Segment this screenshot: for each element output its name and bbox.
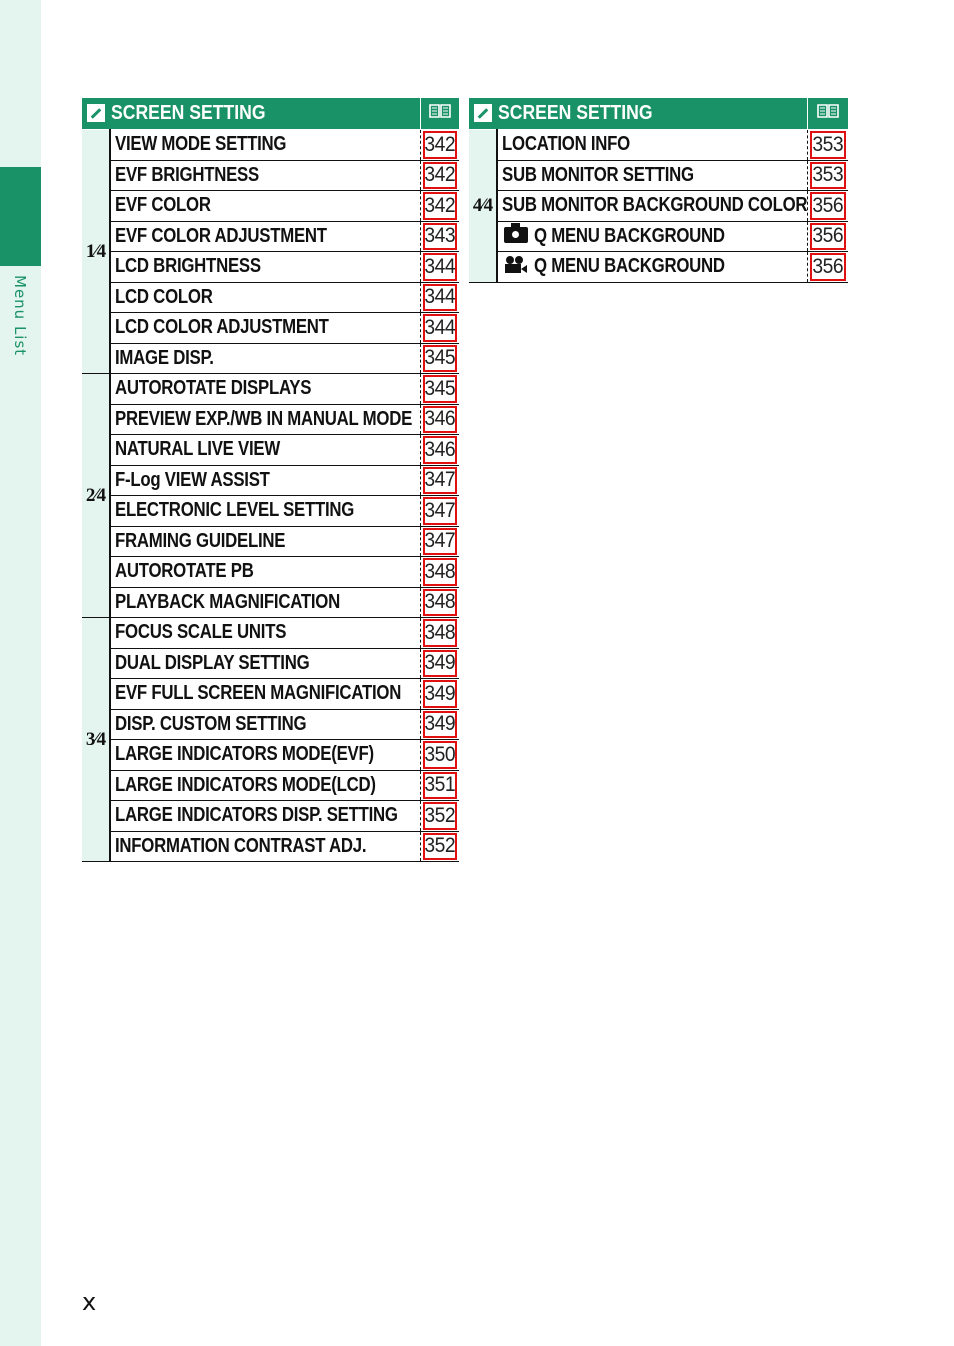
camera-icon <box>504 227 528 243</box>
menu-item-name[interactable] <box>497 221 807 252</box>
menu-row[interactable] <box>469 160 848 191</box>
page-number-link[interactable]: 347 <box>424 529 456 553</box>
menu-item-name[interactable] <box>110 313 420 344</box>
section-title: SCREEN SETTING <box>498 102 653 124</box>
page-link[interactable] <box>420 252 459 283</box>
sidebar-label: Menu List <box>11 275 29 357</box>
menu-item-label[interactable]: NATURAL LIVE VIEW <box>115 438 280 461</box>
menu-row[interactable] <box>82 465 459 496</box>
menu-row[interactable] <box>82 801 459 832</box>
page-number-link[interactable]: 347 <box>424 468 456 492</box>
menu-row[interactable] <box>82 343 459 374</box>
page-link[interactable] <box>420 282 459 313</box>
menu-row[interactable] <box>82 709 459 740</box>
menu-item-label[interactable]: Q MENU BACKGROUND <box>534 255 725 278</box>
page-link[interactable] <box>420 740 459 771</box>
menu-item-name[interactable] <box>110 160 420 191</box>
page-link[interactable] <box>420 709 459 740</box>
page-link[interactable] <box>420 831 459 862</box>
menu-row[interactable] <box>469 130 848 161</box>
menu-row[interactable] <box>82 679 459 710</box>
menu-row[interactable] <box>82 191 459 222</box>
menu-item-name[interactable] <box>110 587 420 618</box>
menu-row[interactable] <box>82 252 459 283</box>
page-number-link[interactable]: 352 <box>424 834 456 858</box>
menu-row[interactable] <box>82 557 459 588</box>
wrench-icon <box>87 104 105 122</box>
menu-row[interactable] <box>82 374 459 405</box>
menu-row[interactable] <box>469 252 848 283</box>
menu-item-name[interactable] <box>110 404 420 435</box>
page-number-link[interactable]: 352 <box>424 803 456 827</box>
submenu-page-label: 1⁄4 <box>82 130 110 374</box>
menu-row[interactable] <box>82 618 459 649</box>
menu-item-label[interactable]: ELECTRONIC LEVEL SETTING <box>115 499 355 522</box>
page-link[interactable] <box>420 160 459 191</box>
submenu-page-label: 4⁄4 <box>469 130 497 283</box>
page-link[interactable] <box>420 404 459 435</box>
wrench-icon <box>474 104 492 122</box>
menu-item-label[interactable]: EVF BRIGHTNESS <box>115 163 259 186</box>
menu-item-name[interactable] <box>110 557 420 588</box>
menu-row[interactable] <box>82 130 459 161</box>
page-number-link[interactable]: 348 <box>424 620 456 644</box>
page-number-link[interactable]: 349 <box>424 651 456 675</box>
book-icon <box>428 103 452 119</box>
page-reference-header <box>420 98 459 130</box>
menu-item-name[interactable] <box>110 679 420 710</box>
page-link[interactable] <box>807 252 848 283</box>
menu-item-name[interactable] <box>110 221 420 252</box>
page-link[interactable] <box>807 191 848 222</box>
submenu-page-label: 3⁄4 <box>82 618 110 862</box>
menu-item-label[interactable]: IMAGE DISP. <box>115 346 214 369</box>
page-link[interactable] <box>420 526 459 557</box>
page-number-link[interactable]: 345 <box>424 346 456 370</box>
table-header <box>82 98 459 130</box>
menu-item-label[interactable]: SUB MONITOR SETTING <box>502 163 694 186</box>
menu-item-name[interactable] <box>110 770 420 801</box>
page-number-link[interactable]: 353 <box>812 132 844 156</box>
menu-row[interactable] <box>82 221 459 252</box>
page-link[interactable] <box>420 191 459 222</box>
menu-item-label[interactable]: PREVIEW EXP./WB IN MANUAL MODE <box>115 407 413 430</box>
menu-item-label[interactable]: EVF FULL SCREEN MAGNIFICATION <box>115 682 402 705</box>
section-title: SCREEN SETTING <box>111 102 266 124</box>
menu-row[interactable] <box>82 313 459 344</box>
page-link[interactable] <box>420 221 459 252</box>
menu-item-name[interactable] <box>110 191 420 222</box>
page-number-link[interactable]: 342 <box>424 132 456 156</box>
page-number-link[interactable]: 356 <box>812 254 844 278</box>
right-menu-table <box>469 98 848 283</box>
table-header <box>469 98 848 130</box>
page-link[interactable] <box>807 130 848 161</box>
page-number-link[interactable]: 345 <box>424 376 456 400</box>
menu-item-name[interactable] <box>110 374 420 405</box>
left-menu-table <box>82 98 459 862</box>
menu-item-label[interactable]: PLAYBACK MAGNIFICATION <box>115 590 340 613</box>
page-number-link[interactable]: 351 <box>424 773 456 797</box>
menu-item-name[interactable] <box>110 252 420 283</box>
menu-item-name[interactable] <box>110 343 420 374</box>
menu-row[interactable] <box>82 831 459 862</box>
page-link[interactable] <box>420 648 459 679</box>
page-number-link[interactable]: 356 <box>812 224 844 248</box>
page-link[interactable] <box>807 221 848 252</box>
page-number-link[interactable]: 353 <box>812 163 844 187</box>
page-number-link[interactable]: 347 <box>424 498 456 522</box>
menu-item-label[interactable]: DISP. CUSTOM SETTING <box>115 712 307 735</box>
page-link[interactable] <box>420 313 459 344</box>
menu-item-label[interactable]: AUTOROTATE PB <box>115 560 254 583</box>
menu-item-label[interactable]: Q MENU BACKGROUND <box>534 224 725 247</box>
menu-row[interactable] <box>82 770 459 801</box>
menu-item-name[interactable] <box>497 191 807 222</box>
menu-item-label[interactable]: EVF COLOR <box>115 194 211 217</box>
page-number-link[interactable]: 349 <box>424 681 456 705</box>
book-icon <box>816 103 840 119</box>
menu-item-label[interactable]: LCD COLOR ADJUSTMENT <box>115 316 329 339</box>
menu-item-label[interactable]: FOCUS SCALE UNITS <box>115 621 287 644</box>
menu-row[interactable] <box>469 221 848 252</box>
menu-row[interactable] <box>82 587 459 618</box>
menu-row[interactable] <box>82 404 459 435</box>
menu-item-name[interactable] <box>497 130 807 161</box>
menu-item-label[interactable]: F-Log VIEW ASSIST <box>115 468 270 491</box>
page-link[interactable] <box>420 435 459 466</box>
menu-row[interactable] <box>82 648 459 679</box>
page-number-link[interactable]: 349 <box>424 712 456 736</box>
menu-item-name[interactable] <box>110 496 420 527</box>
menu-item-label[interactable]: LARGE INDICATORS DISP. SETTING <box>115 804 398 827</box>
page-reference-header <box>807 98 848 130</box>
page-link[interactable] <box>420 130 459 161</box>
page-number: x <box>82 1288 97 1316</box>
page-link[interactable] <box>807 160 848 191</box>
menu-item-name[interactable] <box>110 740 420 771</box>
page-number-link[interactable]: 343 <box>424 224 456 248</box>
menu-item-label[interactable]: INFORMATION CONTRAST ADJ. <box>115 834 367 857</box>
menu-row[interactable] <box>82 435 459 466</box>
page-number-link[interactable]: 342 <box>424 193 456 217</box>
page-number-link[interactable]: 344 <box>424 315 456 339</box>
menu-item-label[interactable]: LARGE INDICATORS MODE(LCD) <box>115 773 376 796</box>
page-link[interactable] <box>420 465 459 496</box>
menu-item-label[interactable]: VIEW MODE SETTING <box>115 133 287 156</box>
menu-item-label[interactable]: LOCATION INFO <box>502 133 631 156</box>
page-number-link[interactable]: 348 <box>424 559 456 583</box>
menu-item-name[interactable] <box>110 801 420 832</box>
page-link[interactable] <box>420 679 459 710</box>
menu-item-label[interactable]: FRAMING GUIDELINE <box>115 529 286 552</box>
menu-item-label[interactable]: AUTOROTATE DISPLAYS <box>115 377 312 400</box>
menu-row[interactable] <box>82 496 459 527</box>
table-header-title <box>82 98 420 130</box>
menu-item-name[interactable] <box>110 465 420 496</box>
page-number-link[interactable]: 348 <box>424 590 456 614</box>
page-number-link[interactable]: 350 <box>424 742 456 766</box>
page-number-link[interactable]: 356 <box>812 193 844 217</box>
page-link[interactable] <box>420 801 459 832</box>
submenu-page-label: 2⁄4 <box>82 374 110 618</box>
menu-row[interactable] <box>469 191 848 222</box>
menu-row[interactable] <box>82 740 459 771</box>
page-number-link[interactable]: 344 <box>424 254 456 278</box>
page-number-link[interactable]: 346 <box>424 437 456 461</box>
video-camera-icon <box>504 256 528 274</box>
page-number-link[interactable]: 342 <box>424 163 456 187</box>
menu-item-name[interactable] <box>110 130 420 161</box>
menu-item-label[interactable]: LCD BRIGHTNESS <box>115 255 261 278</box>
menu-item-label[interactable]: EVF COLOR ADJUSTMENT <box>115 224 327 247</box>
menu-item-name[interactable] <box>110 618 420 649</box>
page-link[interactable] <box>420 557 459 588</box>
page-link[interactable] <box>420 587 459 618</box>
menu-row[interactable] <box>82 160 459 191</box>
menu-item-name[interactable] <box>110 435 420 466</box>
menu-item-label[interactable]: DUAL DISPLAY SETTING <box>115 651 310 674</box>
menu-item-name[interactable] <box>497 252 807 283</box>
menu-item-label[interactable]: LARGE INDICATORS MODE(EVF) <box>115 743 374 766</box>
menu-item-name[interactable] <box>110 709 420 740</box>
page-link[interactable] <box>420 496 459 527</box>
page-link[interactable] <box>420 374 459 405</box>
page-link[interactable] <box>420 618 459 649</box>
page-number-link[interactable]: 346 <box>424 407 456 431</box>
menu-item-label[interactable]: SUB MONITOR BACKGROUND COLOR <box>502 194 808 217</box>
menu-item-name[interactable] <box>497 160 807 191</box>
page-number-link[interactable]: 344 <box>424 285 456 309</box>
page-link[interactable] <box>420 343 459 374</box>
menu-item-name[interactable] <box>110 831 420 862</box>
menu-item-name[interactable] <box>110 526 420 557</box>
menu-row[interactable] <box>82 282 459 313</box>
sidebar-tab[interactable] <box>0 167 41 266</box>
menu-row[interactable] <box>82 526 459 557</box>
menu-item-name[interactable] <box>110 648 420 679</box>
menu-item-label[interactable]: LCD COLOR <box>115 285 213 308</box>
menu-item-name[interactable] <box>110 282 420 313</box>
table-header-title <box>469 98 807 130</box>
page-link[interactable] <box>420 770 459 801</box>
